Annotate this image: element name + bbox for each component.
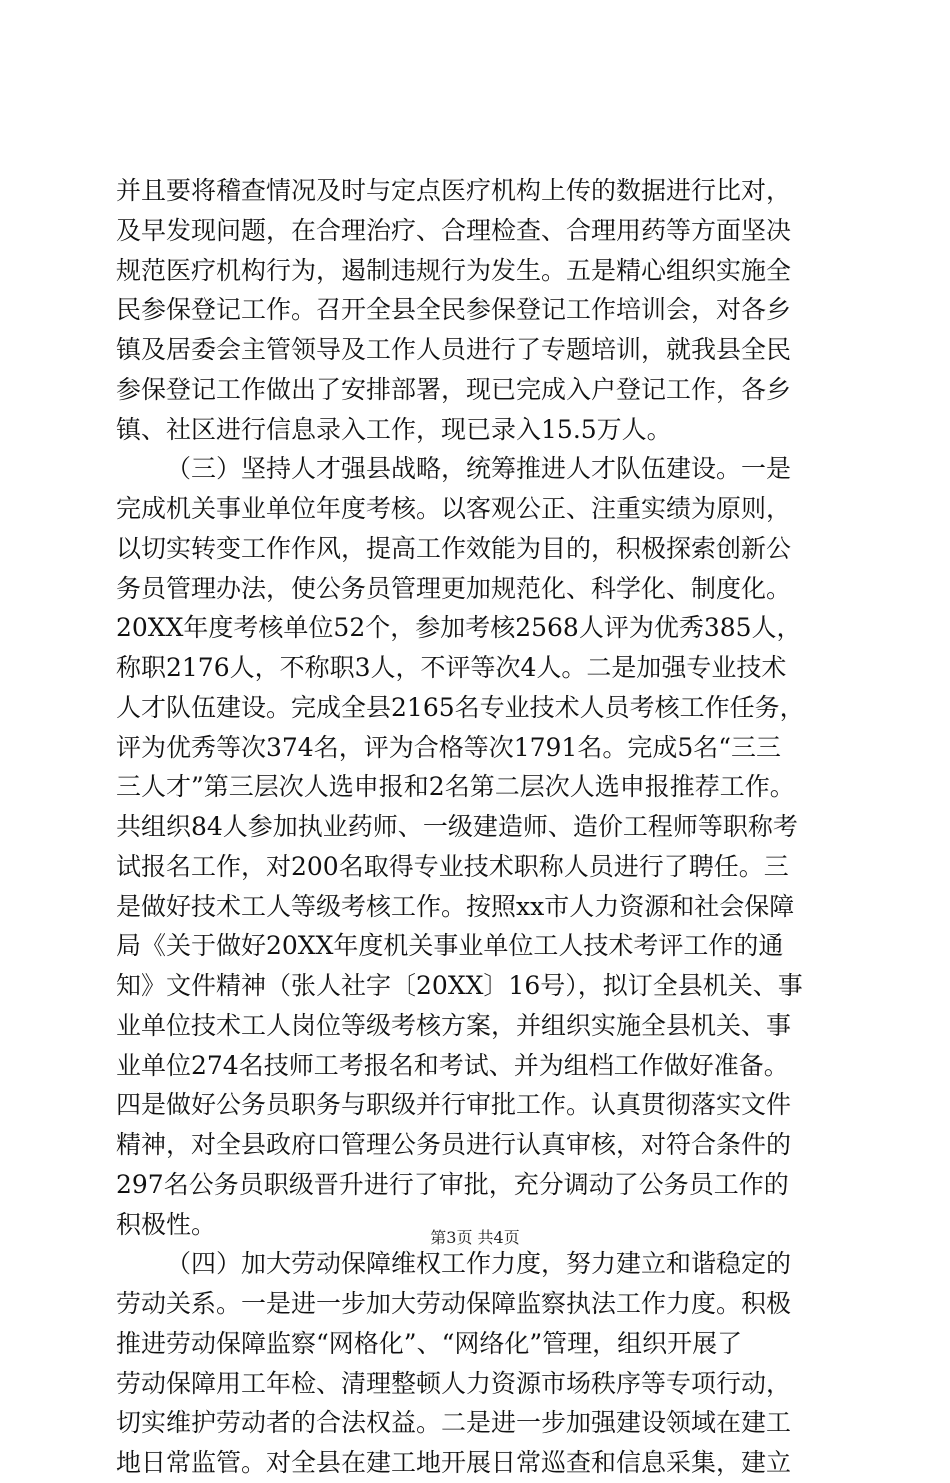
page-footer: 第3页 共4页 — [430, 1228, 520, 1247]
text-line: 积极性。 — [116, 1209, 217, 1239]
text-line: 297名公务员职级晋升进行了审批，充分调动了公务员工作的 — [116, 1169, 789, 1199]
text-line: 完成机关事业单位年度考核。以客观公正、注重实绩为原则， — [116, 494, 792, 523]
text-line: 人才队伍建设。完成全县2165名专业技术人员考核工作任务， — [116, 692, 805, 722]
text-line: 业单位274名技师工考报名和考试、并为组档工作做好准备。 — [116, 1050, 789, 1080]
text-line: 知》文件精神（张人社字〔20XX〕16号），拟订全县机关、事 — [116, 971, 803, 1000]
text-line: 是做好技术工人等级考核工作。按照xx市人力资源和社会保障 — [116, 891, 795, 921]
text-line: 地日常监管。对全县在建工地开展日常巡查和信息采集，建立 — [116, 1448, 792, 1477]
text-line: 评为优秀等次374名，评为合格等次1791名。完成5名“三三 — [116, 732, 782, 762]
text-line: 推进劳动保障监察“网格化”、“网络化”管理，组织开展了 — [116, 1328, 743, 1358]
text-line: 镇及居委会主管领导及工作人员进行了专题培训，就我县全民 — [116, 335, 792, 364]
text-line: 镇、社区进行信息录入工作，现已录入15.5万人。 — [116, 414, 672, 444]
text-line: 三人才”第三层次人选申报和2名第二层次人选申报推荐工作。 — [116, 772, 795, 802]
text-line: 劳动关系。一是进一步加大劳动保障监察执法工作力度。积极 — [116, 1289, 792, 1318]
paragraph-start-line: （三）坚持人才强县战略，统筹推进人才队伍建设。一是 — [166, 454, 792, 484]
text-line: 试报名工作，对200名取得专业技术职称人员进行了聘任。三 — [116, 851, 789, 881]
text-line: 业单位技术工人岗位等级考核方案，并组织实施全县机关、事 — [116, 1010, 792, 1040]
text-line: 精神，对全县政府口管理公务员进行认真审核，对符合条件的 — [116, 1130, 792, 1159]
text-line: 切实维护劳动者的合法权益。二是进一步加强建设领域在建工 — [116, 1408, 792, 1438]
text-line: 局《关于做好20XX年度机关事业单位工人技术考评工作的通 — [116, 931, 784, 961]
paragraph-start-line: （四）加大劳动保障维权工作力度，努力建立和谐稳定的 — [166, 1249, 792, 1279]
text-line: 民参保登记工作。召开全县全民参保登记工作培训会，对各乡 — [116, 295, 792, 325]
text-line: 共组织84人参加执业药师、一级建造师、造价工程师等职称考 — [116, 812, 798, 841]
text-line: 并且要将稽查情况及时与定点医疗机构上传的数据进行比对， — [116, 176, 792, 205]
text-line: 规范医疗机构行为，遏制违规行为发生。五是精心组织实施全 — [116, 255, 792, 285]
text-line: 20XX年度考核单位52个，参加考核2568人评为优秀385人， — [116, 613, 802, 643]
text-line: 务员管理办法，使公务员管理更加规范化、科学化、制度化。 — [116, 573, 792, 603]
text-line: 参保登记工作做出了安排部署，现已完成入户登记工作，各乡 — [116, 374, 792, 404]
text-line: 称职2176人，不称职3人，不评等次4人。二是加强专业技术 — [116, 653, 787, 682]
text-line: 四是做好公务员职务与职级并行审批工作。认真贯彻落实文件 — [116, 1090, 792, 1120]
text-line: 劳动保障用工年检、清理整顿人力资源市场秩序等专项行动， — [116, 1368, 792, 1398]
text-line: 及早发现问题，在合理治疗、合理检查、合理用药等方面坚决 — [116, 215, 792, 245]
body-text — [116, 171, 836, 1483]
text-line: 以切实转变工作作风，提高工作效能为目的，积极探索创新公 — [116, 533, 792, 563]
